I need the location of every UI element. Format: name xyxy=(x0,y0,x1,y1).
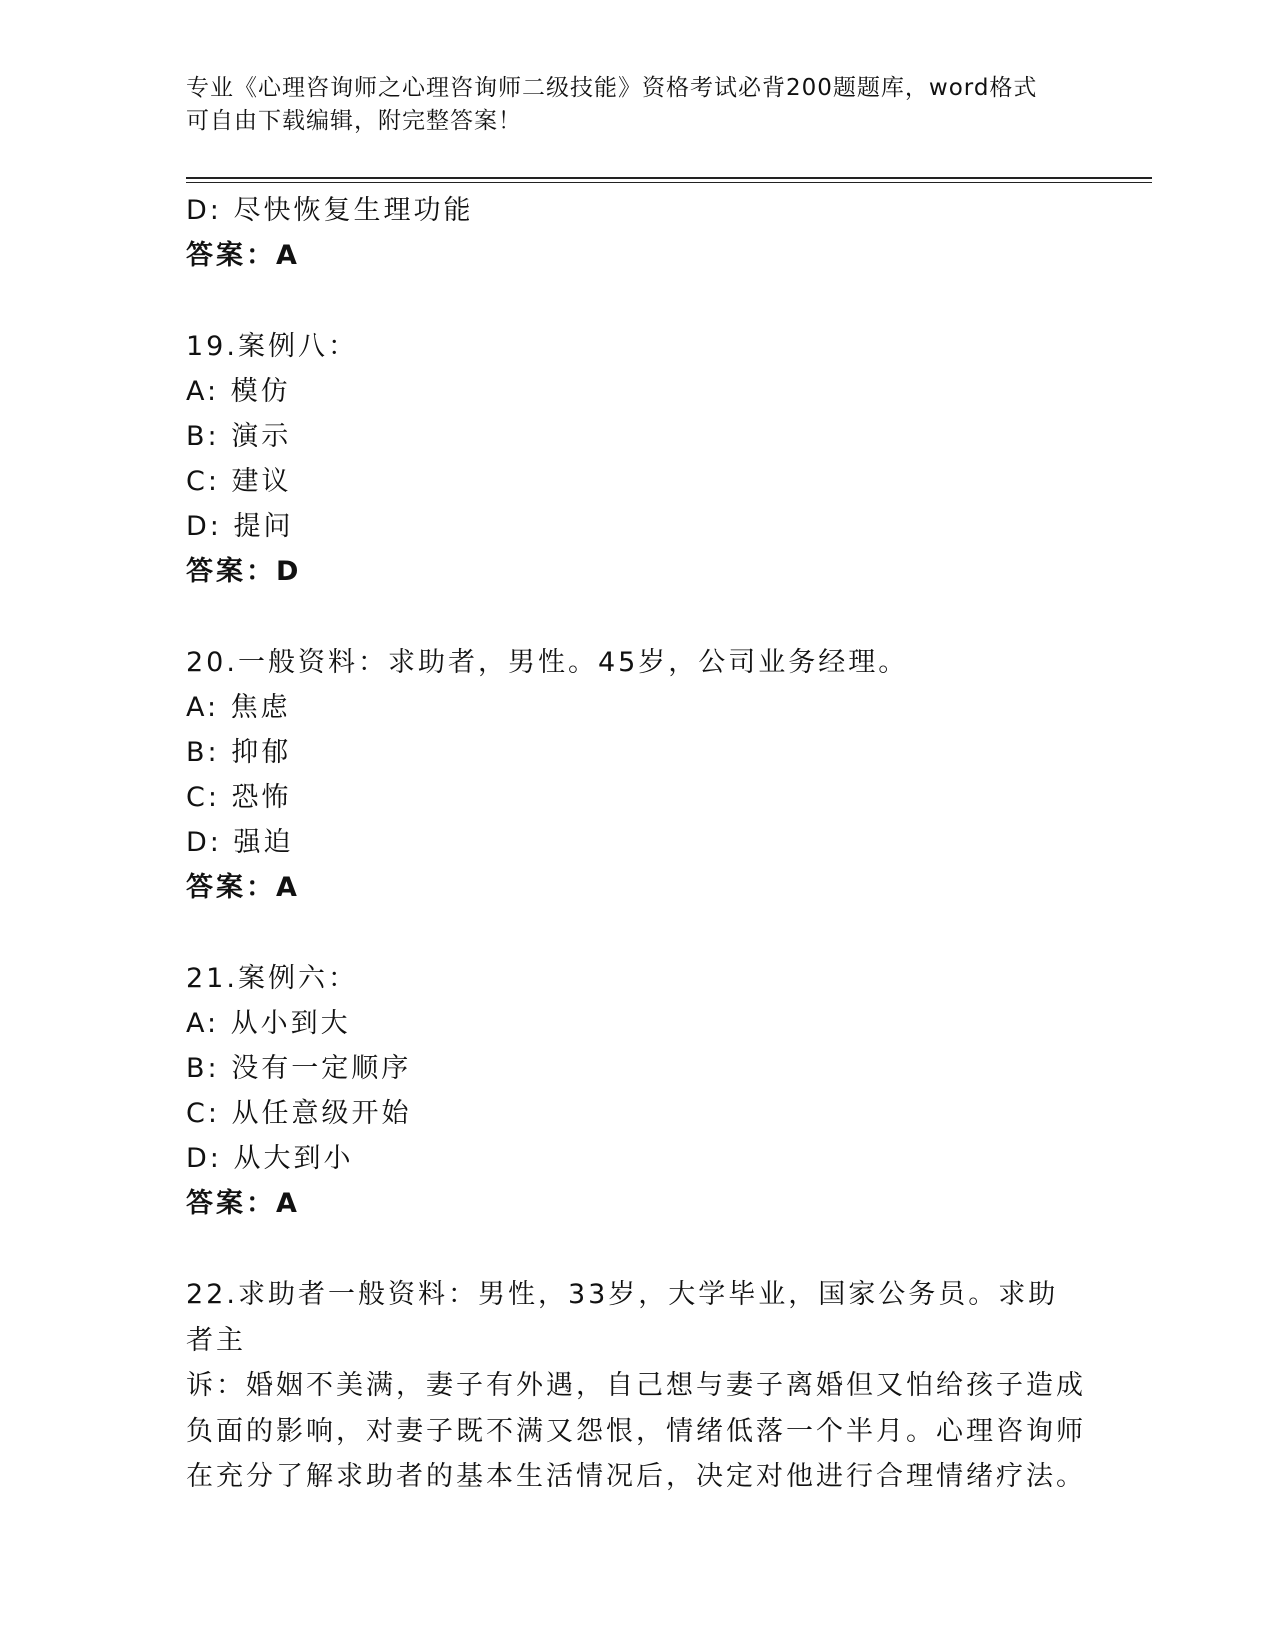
question-19 xyxy=(186,324,1086,594)
option-b: B: 没有一定顺序 xyxy=(186,1053,412,1084)
question-text-line: 负面的影响，对妻子既不满又怨恨，情绪低落一个半月。心理咨询师 xyxy=(186,1415,1086,1447)
answer: 答案：A xyxy=(186,1188,300,1219)
option-c: C: 建议 xyxy=(186,466,292,497)
prev-option-d: D: 尽快恢复生理功能 xyxy=(186,195,474,226)
option-b: B: 抑郁 xyxy=(186,737,292,768)
option-d: D: 提问 xyxy=(186,511,294,542)
question-text-line: 在充分了解求助者的基本生活情况后，决定对他进行合理情绪疗法。 xyxy=(186,1461,1086,1492)
answer: 答案：D xyxy=(186,556,302,587)
prev-answer: 答案：A xyxy=(186,240,300,271)
option-a: A: 从小到大 xyxy=(186,1008,351,1039)
question-text-line: 诉：婚姻不美满，妻子有外遇，自己想与妻子离婚但又怕给孩子造成 xyxy=(186,1370,1086,1401)
header-line-1: 专业《心理咨询师之心理咨询师二级技能》资格考试必背200题题库，word格式 xyxy=(186,75,1038,101)
header-line-2: 可自由下载编辑，附完整答案！ xyxy=(186,108,522,134)
question-22 xyxy=(186,1272,1086,1500)
header-rule-thin xyxy=(186,182,1152,183)
header-rule-thick xyxy=(186,177,1152,179)
question-title: 19.案例八： xyxy=(186,331,358,362)
question-20 xyxy=(186,640,1086,910)
answer: 答案：A xyxy=(186,872,300,903)
option-d: D: 强迫 xyxy=(186,827,294,858)
option-c: C: 从任意级开始 xyxy=(186,1098,412,1129)
document-header xyxy=(186,72,1066,138)
option-c: C: 恐怖 xyxy=(186,782,292,813)
question-list xyxy=(186,188,1086,1500)
question-title: 21.案例六： xyxy=(186,963,358,994)
question-21 xyxy=(186,956,1086,1226)
question-text-line: 22.求助者一般资料：男性，33岁，大学毕业，国家公务员。求助者主 xyxy=(186,1279,1059,1356)
option-d: D: 从大到小 xyxy=(186,1143,354,1174)
option-a: A: 焦虑 xyxy=(186,692,291,723)
question-title: 20.一般资料：求助者，男性。45岁，公司业务经理。 xyxy=(186,647,909,678)
option-a: A: 模仿 xyxy=(186,376,291,407)
option-b: B: 演示 xyxy=(186,421,292,452)
